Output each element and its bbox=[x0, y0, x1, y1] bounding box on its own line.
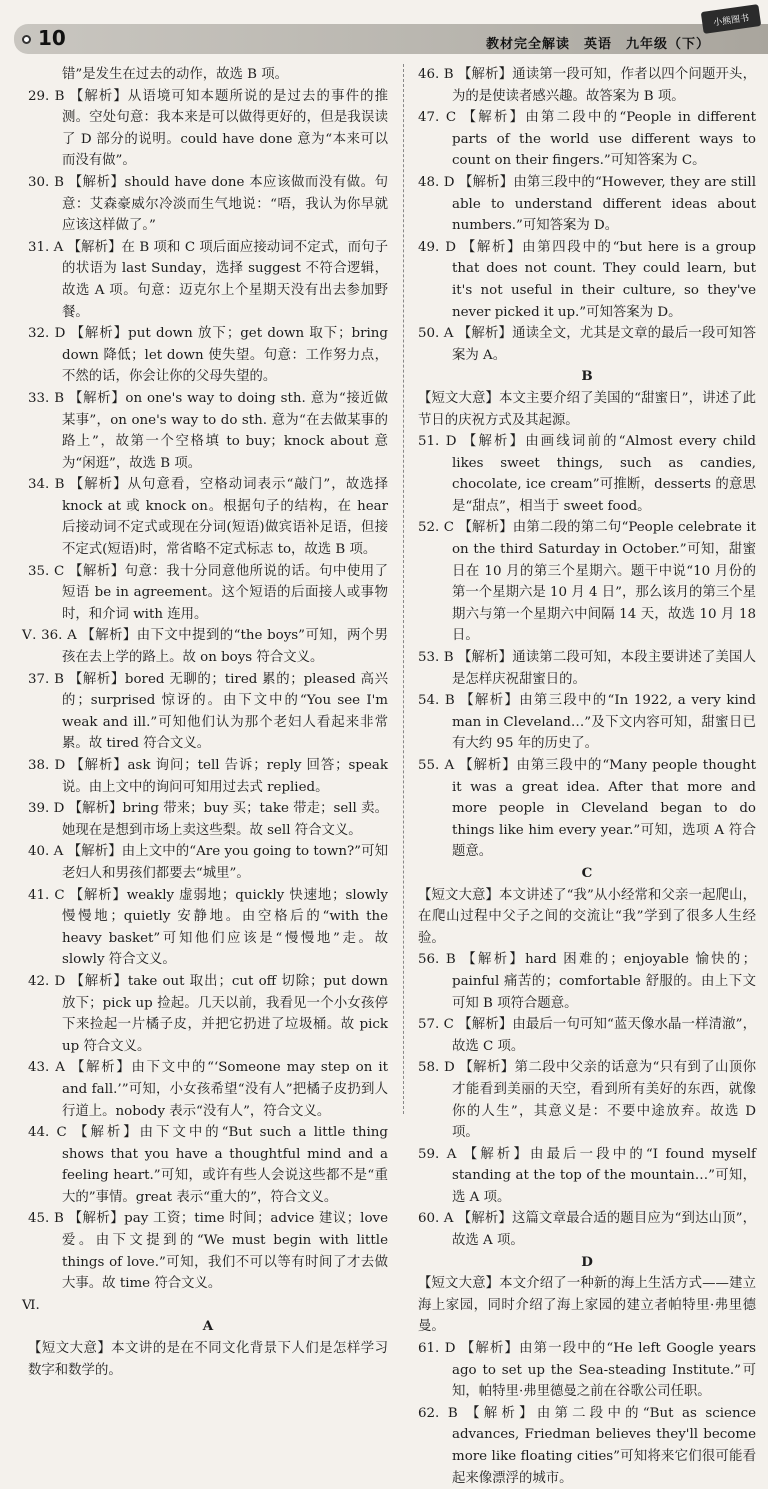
answer-item: 52. C 【解析】由第二段的第二句“People celebrate it on the third Saturday in October.”可知，甜蜜日在 10 月的第三个星期六。题干中说“10 月份的第一个星期六是 10 月 4 日”，那么该月的第三个星期六与第一个星期六中间隔 14 天，故选 10 月 18 日。 bbox=[418, 520, 756, 644]
answer-item: 51. D 【解析】由画线词前的“Almost every child likes sweet things, such as candies, chocolate, ice cream”可推断，desserts 的意思是“甜点”，相当于 sweet food。 bbox=[418, 434, 756, 514]
section-heading: B bbox=[581, 368, 593, 385]
answer-item: 44. C 【解析】由下文中的“But such a little thing shows that you have a thoughtful mind and a feeling heart.”可知，或许有些人会说这些都不是“重大的”事情。great 表示“重大的”，符合文义。 bbox=[28, 1125, 388, 1205]
summary-paragraph: 【短文大意】本文主要介绍了美国的“甜蜜日”，讲述了此节日的庆祝方式及其起源。 bbox=[418, 390, 756, 428]
answer-item: 54. B 【解析】由第三段中的“In 1922, a very kind man in Cleveland…”及下文内容可知，甜蜜日已有大约 95 年的历史了。 bbox=[418, 693, 756, 752]
answer-item: 57. C 【解析】由最后一句可知“蓝天像水晶一样清澈”，故选 C 项。 bbox=[418, 1017, 756, 1054]
answer-item: 55. A 【解析】由第三段中的“Many people thought it was a great idea. After that more and more people in Cleveland began to do things like him every year.”可知，选项 A 符合题意。 bbox=[418, 758, 756, 860]
answer-item: 40. A 【解析】由上文中的“Are you going to town?”可知老妇人和男孩们都要去“城里”。 bbox=[28, 844, 388, 881]
answer-item: 58. D 【解析】第二段中父亲的话意为“只有到了山顶你才能看到美丽的天空，看到所有美好的东西，就像你的人生”，其意义是：不要中途放弃。故选 D 项。 bbox=[418, 1060, 756, 1141]
answer-item: 47. C 【解析】由第二段中的“People in different parts of the world use different ways to count on their fingers.”可知答案为 C。 bbox=[418, 110, 756, 169]
answer-item: 45. B 【解析】pay 工资；time 时间；advice 建议；love 爱。由下文提到的“We must begin with little things of love.”可知，我们不可以等有时间了才去做大事。故 time 符合文义。 bbox=[28, 1211, 388, 1292]
summary-paragraph: 【短文大意】本文讲的是在不同文化背景下人们是怎样学习数字和数学的。 bbox=[28, 1341, 388, 1378]
part-heading: Ⅴ. 36. A 【解析】由下文中提到的“the boys”可知，两个男孩在去上学的路上。故 on boys 符合文义。 bbox=[22, 628, 388, 666]
answer-item: 42. D 【解析】take out 取出；cut off 切除；put down 放下；pick up 捡起。几天以前，我看见一个小女孩停下来捡起一片橘子皮，并把它扔进了垃圾桶。故 pick up 符合文义。 bbox=[28, 973, 388, 1054]
answer-item: 35. C 【解析】句意：我十分同意他所说的话。句中使用了短语 be in agreement。这个短语的后面接人或事物时，和介词 with 连用。 bbox=[28, 563, 388, 622]
answer-item: 59. A 【解析】由最后一段中的“I found myself standing at the top of the mountain…”可知，选 A 项。 bbox=[418, 1146, 756, 1205]
page-header bbox=[0, 0, 768, 56]
page-number: 10 bbox=[38, 26, 66, 50]
answer-item: 29. B 【解析】从语境可知本题所说的是过去的事件的推测。空处句意：我本来是可以做得更好的，但是我误读了 D 部分的说明。could have done 意为“本来可以而没有做”。 bbox=[28, 88, 388, 169]
brand-logo: 小熊图书 bbox=[701, 4, 761, 34]
answer-item: 30. B 【解析】should have done 本应该做而没有做。句意：艾森豪威尔冷淡而生气地说：“唔，我认为你早就应该这样做了。” bbox=[28, 174, 388, 234]
section-heading: D bbox=[581, 1253, 593, 1270]
answer-item: 62. B 【解析】由第二段中的“But as science advances, Friedman believes they'll become more like floating cities”可知将来它们很可能看起来像漂浮的城市。 bbox=[418, 1405, 756, 1486]
section-heading: A bbox=[202, 1318, 214, 1335]
answer-item: 56. B 【解析】hard 困难的；enjoyable 愉快的；painful 痛苦的；comfortable 舒服的。由上下文可知 B 项符合题意。 bbox=[418, 952, 756, 1011]
answer-item: 41. C 【解析】weakly 虚弱地；quickly 快速地；slowly 慢慢地；quietly 安静地。由空格后的“with the heavy basket”可知他们应该是“慢慢地”走。故 slowly 符合文义。 bbox=[28, 887, 388, 968]
answer-item: 48. D 【解析】由第三段中的“However, they are still able to understand different ideas about numbers.”可知答案为 D。 bbox=[418, 174, 756, 234]
answer-item: 49. D 【解析】由第四段中的“but here is a group that does not count. They could learn, but it's not useful in their culture, so they've never picked it up.”可知答案为 D。 bbox=[418, 239, 756, 320]
section-heading: C bbox=[581, 864, 593, 881]
book-title: 教材完全解读 英语 九年级（下） bbox=[485, 37, 710, 52]
answer-item: 39. D 【解析】bring 带来；buy 买；take 带走；sell 卖。她现在是想到市场上卖这些梨。故 sell 符合文义。 bbox=[28, 801, 388, 838]
summary-paragraph: 【短文大意】本文讲述了“我”从小经常和父亲一起爬山，在爬山过程中父子之间的交流让“我”学到了很多人生经验。 bbox=[418, 887, 756, 946]
answer-item: 50. A 【解析】通读全文，尤其是文章的最后一段可知答案为 A。 bbox=[418, 326, 756, 363]
right-column bbox=[418, 64, 756, 1489]
continued-text: 错”是发生在过去的动作，故选 B 项。 bbox=[62, 67, 289, 82]
answer-item: 46. B 【解析】通读第一段可知，作者以四个问题开头，为的是使读者感兴趣。故答案为 B 项。 bbox=[418, 67, 756, 104]
answer-item: 61. D 【解析】由第一段中的“He left Google years ago to set up the Sea-steading Institute.”可知，帕特里·弗里德曼之前在谷歌公司任职。 bbox=[418, 1341, 756, 1400]
answer-item: 53. B 【解析】通读第二段可知，本段主要讲述了美国人是怎样庆祝甜蜜日的。 bbox=[418, 650, 756, 687]
answer-item: 33. B 【解析】on one's way to doing sth. 意为“接近做某事”，on one's way to do sth. 意为“在去做某事的路上”，故第一个空格填 to buy；knock about 意为“闲逛”，故选 B 项。 bbox=[28, 390, 388, 471]
answer-item: 34. B 【解析】从句意看，空格动词表示“敲门”，故选择 knock at 或 knock on。根据句子的结构，在 hear 后接动词不定式或现在分词(短语)做宾语补足语，但接不定式(短语)时，常省略不定式标志 to，故选 B 项。 bbox=[28, 477, 388, 558]
answer-item: 60. A 【解析】这篇文章最合适的题目应为“到达山顶”，故选 A 项。 bbox=[418, 1211, 756, 1249]
page-dot-icon bbox=[22, 35, 31, 44]
answer-item: 32. D 【解析】put down 放下；get down 取下；bring down 降低；let down 使失望。句意：工作努力点，不然的话，你会让你的父母失望的。 bbox=[28, 326, 388, 385]
summary-paragraph: 【短文大意】本文介绍了一种新的海上生活方式——建立海上家园，同时介绍了海上家园的建立者帕特里·弗里德曼。 bbox=[418, 1276, 756, 1335]
answer-item: 38. D 【解析】ask 询问；tell 告诉；reply 回答；speak 说。由上文中的询问可知用过去式 replied。 bbox=[28, 758, 388, 795]
answer-item: 31. A 【解析】在 B 项和 C 项后面应接动词不定式，而句子的状语为 last Sunday，选择 suggest 不符合逻辑，故选 A 项。句意：迈克尔上个星期天没有出去参加野餐。 bbox=[28, 239, 388, 320]
part-heading: Ⅵ. bbox=[22, 1297, 40, 1313]
column-divider bbox=[403, 64, 404, 1114]
left-column bbox=[22, 64, 388, 1381]
answer-item: 43. A 【解析】由下文中的“‘Someone may step on it and fall.’”可知，小女孩希望“没有人”把橘子皮扔到人行道上。nobody 表示“没有人”，符合文义。 bbox=[28, 1060, 388, 1119]
answer-item: 37. B 【解析】bored 无聊的；tired 累的；pleased 高兴的；surprised 惊讶的。由下文中的“You see I'm weak and ill.”可知他们认为那个老妇人看起来非常累。故 tired 符合文义。 bbox=[28, 671, 388, 752]
